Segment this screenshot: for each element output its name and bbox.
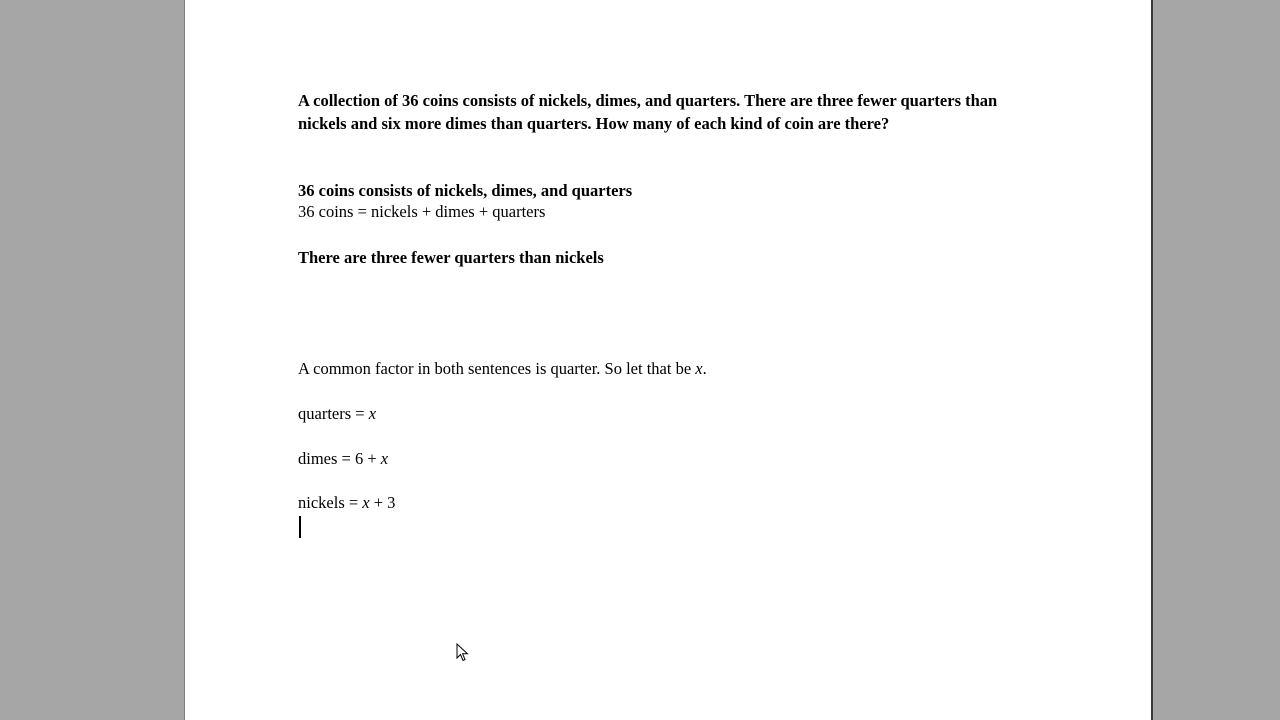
statement1-equation: 36 coins = nickels + dimes + quarters [298, 202, 546, 221]
common-factor-period: . [702, 359, 707, 378]
common-factor-variable: x [695, 359, 703, 378]
problem-text: A collection of 36 coins consists of nickels, dimes, and quarters. There are three fewer quarters than nickels and six more dimes than quarters. How many of each kind of coin are there? [298, 91, 1002, 133]
text-caret [299, 516, 301, 538]
common-factor-line [298, 358, 1028, 381]
quarters-equation [298, 403, 1028, 426]
nickels-rest: + 3 [369, 493, 396, 512]
common-factor-text: A common factor in both sentences is quarter. So let that be [298, 359, 696, 378]
dimes-equation [298, 448, 1028, 471]
quarters-label: quarters = [298, 404, 369, 423]
document-page[interactable] [184, 0, 1153, 720]
quarters-variable: x [368, 404, 377, 423]
dimes-variable: x [380, 449, 389, 468]
statement2-heading: There are three fewer quarters than nickels [298, 248, 604, 267]
statement1-heading: 36 coins consists of nickels, dimes, and quarters [298, 181, 633, 200]
arrow-pointer-icon [456, 643, 470, 663]
nickels-variable: x [362, 493, 370, 512]
nickels-equation [298, 492, 1028, 515]
nickels-label: nickels = [298, 493, 363, 512]
dimes-label: dimes = 6 + [298, 449, 381, 468]
